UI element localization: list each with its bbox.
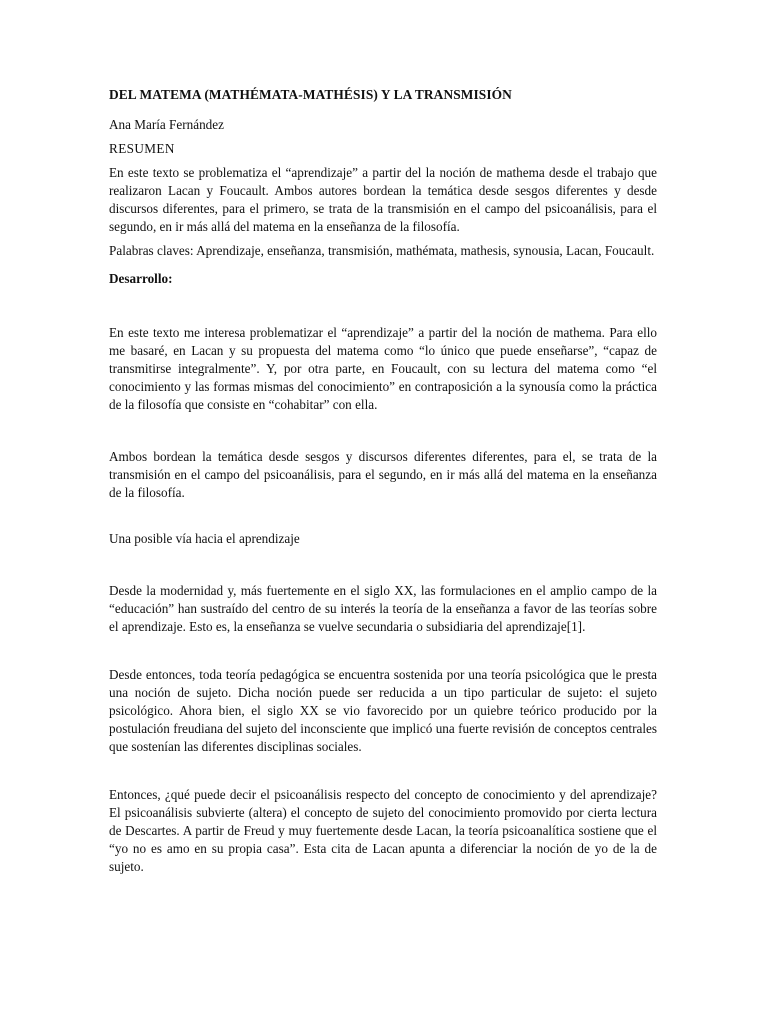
section-subheading: Una posible vía hacia el aprendizaje xyxy=(109,531,300,546)
body-paragraph-4: Desde entonces, toda teoría pedagógica se encuentra sostenida por una teoría psicológica que le presta una noción de sujeto. Dicha noción puede ser reducida a un tipo particular de sujeto: el sujeto psicológico. Ahora bien, el siglo XX se vio favorecido por un quiebre teórico producido por la postulación freudiana del sujeto del inconsciente que implicó una fuerte revisión de conceptos centrales que sostenían las diferentes disciplinas sociales. xyxy=(109,667,657,754)
resumen-label: RESUMEN xyxy=(109,141,175,156)
body-paragraph-3: Desde la modernidad y, más fuertemente en el siglo XX, las formulaciones en el amplio campo de la “educación” han sustraído del centro de su interés la teoría de la enseñanza a favor de las teorías sobre el aprendizaje. Esto es, la enseñanza se vuelve secundaria o subsidiaria del aprendizaje[1]. xyxy=(109,583,657,634)
body-paragraph-1: En este texto me interesa problematizar el “aprendizaje” a partir del la noción de mathema. Para ello me basaré, en Lacan y su propuesta del matema como “lo único que puede enseñarse”, “capaz de transmitirse integralmente”. Y, por otra parte, en Foucault, con su lectura del matema como “el conocimiento y las formas mismas del conocimiento” en contraposición a la synousía como la práctica de la filosofía que consiste en “cohabitar” con ella. xyxy=(109,325,657,412)
desarrollo-heading: Desarrollo: xyxy=(109,271,173,286)
body-paragraph-2: Ambos bordean la temática desde sesgos y discursos diferentes diferentes, para el, se trata de la transmisión en el campo del psicoanálisis, para el segundo, en ir más allá del matema en la enseñanza de la filosofía. xyxy=(109,449,657,500)
keywords-paragraph: Palabras claves: Aprendizaje, enseñanza, transmisión, mathémata, mathesis, synousia, Lacan, Foucault. xyxy=(109,243,655,258)
document-title: DEL MATEMA (MATHÉMATA-MATHÉSIS) Y LA TRANSMISIÓN xyxy=(109,87,512,102)
abstract-paragraph: En este texto se problematiza el “aprendizaje” a partir del la noción de mathema desde el trabajo que realizaron Lacan y Foucault. Ambos autores bordean la temática desde sesgos diferentes y desde discursos diferentes, para el primero, se trata de la transmisión en el campo del psicoanálisis, para el segundo, en ir más allá del matema en la enseñanza de la filosofía. xyxy=(109,165,657,234)
body-paragraph-5: Entonces, ¿qué puede decir el psicoanálisis respecto del concepto de conocimiento y del aprendizaje? El psicoanálisis subvierte (altera) el concepto de sujeto del conocimiento promovido por cierta lectura de Descartes. A partir de Freud y muy fuertemente desde Lacan, la teoría psicoanalítica sostiene que el “yo no es amo en su propia casa”. Esta cita de Lacan apunta a diferenciar la noción de yo de la de sujeto. xyxy=(109,787,657,874)
document-page xyxy=(109,78,657,876)
author-name: Ana María Fernández xyxy=(109,117,224,132)
